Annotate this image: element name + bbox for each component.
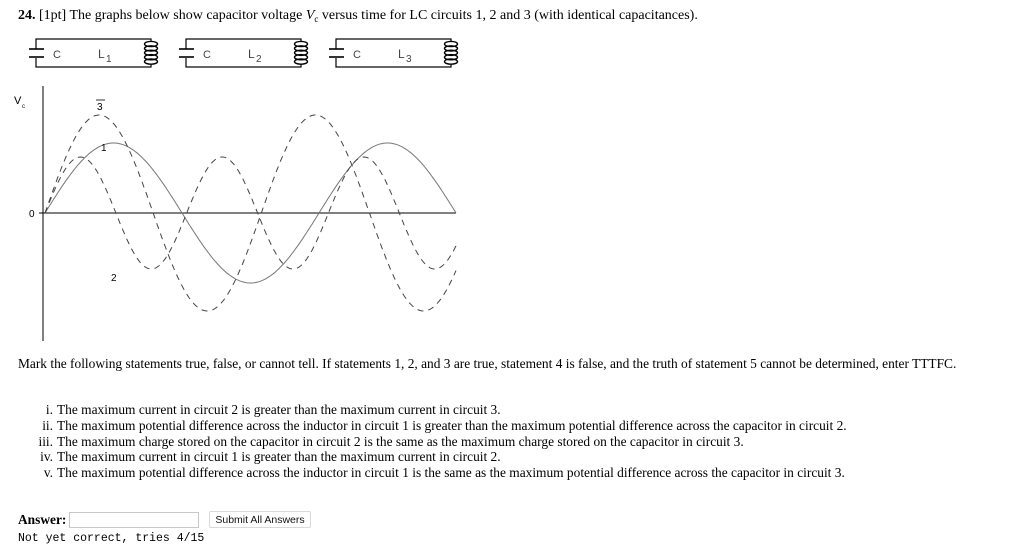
curve-label-3: 3 — [97, 102, 103, 113]
capacitor-label: C — [353, 49, 361, 61]
inductor-subscript: 2 — [256, 54, 262, 65]
curve-label-1: 1 — [101, 143, 107, 154]
statement-text: The maximum current in circuit 2 is greater than the maximum current in circuit 3. — [57, 402, 501, 417]
statement-text: The maximum potential difference across the inductor in circuit 1 is greater than the maximum potential difference across the capacitor in circuit 2. — [57, 417, 847, 433]
circuit-1 — [29, 39, 158, 67]
inductor-subscript: 3 — [406, 54, 412, 65]
statement-list — [18, 402, 847, 481]
lc-circuit-diagrams — [29, 39, 458, 67]
statement-number: iii. — [38, 433, 53, 449]
submit-all-answers-button[interactable]: Submit All Answers — [209, 511, 310, 528]
statement-item — [18, 465, 847, 481]
statement-text: The maximum potential difference across the inductor in circuit 1 is the same as the maximum potential difference across the capacitor in circuit 3. — [57, 465, 845, 481]
answer-input[interactable] — [69, 512, 199, 528]
attempt-status: Not yet correct, tries 4/15 — [18, 532, 205, 545]
question-number: 24. — [18, 8, 36, 23]
circuit-and-graph-figure — [0, 28, 480, 348]
voltage-symbol: V — [305, 8, 315, 23]
voltage-subscript: c — [314, 14, 319, 24]
statement-item — [18, 402, 847, 418]
y-axis-subscript: c — [22, 104, 25, 110]
question-title — [18, 8, 698, 24]
circuit-3 — [329, 39, 458, 67]
inductor-label: L — [98, 47, 105, 61]
instructions-text: Mark the following statements true, false, or cannot tell. If statements 1, 2, and 3 are true, statement 4 is false, and the truth of statement 5 cannot be determined, enter TTTFC. — [18, 356, 957, 371]
statement-item — [18, 418, 847, 434]
inductor-label: L — [398, 47, 405, 61]
statement-item — [18, 434, 847, 450]
statement-number: i. — [45, 402, 53, 417]
capacitor-label: C — [53, 49, 61, 61]
statement-number: v. — [43, 465, 53, 481]
question-points: [1pt] — [39, 8, 67, 23]
statement-text: The maximum charge stored on the capacitor in circuit 2 is the same as the maximum charge stored on the capacitor in circuit 3. — [57, 433, 744, 449]
y-axis-label: V — [14, 95, 22, 107]
circuit-2 — [179, 39, 308, 67]
statement-item — [18, 449, 847, 465]
statement-text: The maximum current in circuit 1 is greater than the maximum current in circuit 2. — [57, 449, 501, 465]
answer-label: Answer: — [18, 511, 67, 527]
inductor-label: L — [248, 47, 255, 61]
capacitor-label: C — [203, 49, 211, 61]
answer-row — [18, 511, 311, 528]
curve-label-2: 2 — [111, 273, 117, 284]
statement-number: iv. — [40, 449, 53, 465]
question-text-pre: The graphs below show capacitor voltage — [69, 8, 303, 23]
inductor-subscript: 1 — [106, 54, 112, 65]
question-text-post: versus time for LC circuits 1, 2 and 3 (with identical capacitances). — [321, 8, 698, 23]
zero-label: 0 — [29, 209, 35, 220]
statement-number: ii. — [42, 417, 53, 433]
